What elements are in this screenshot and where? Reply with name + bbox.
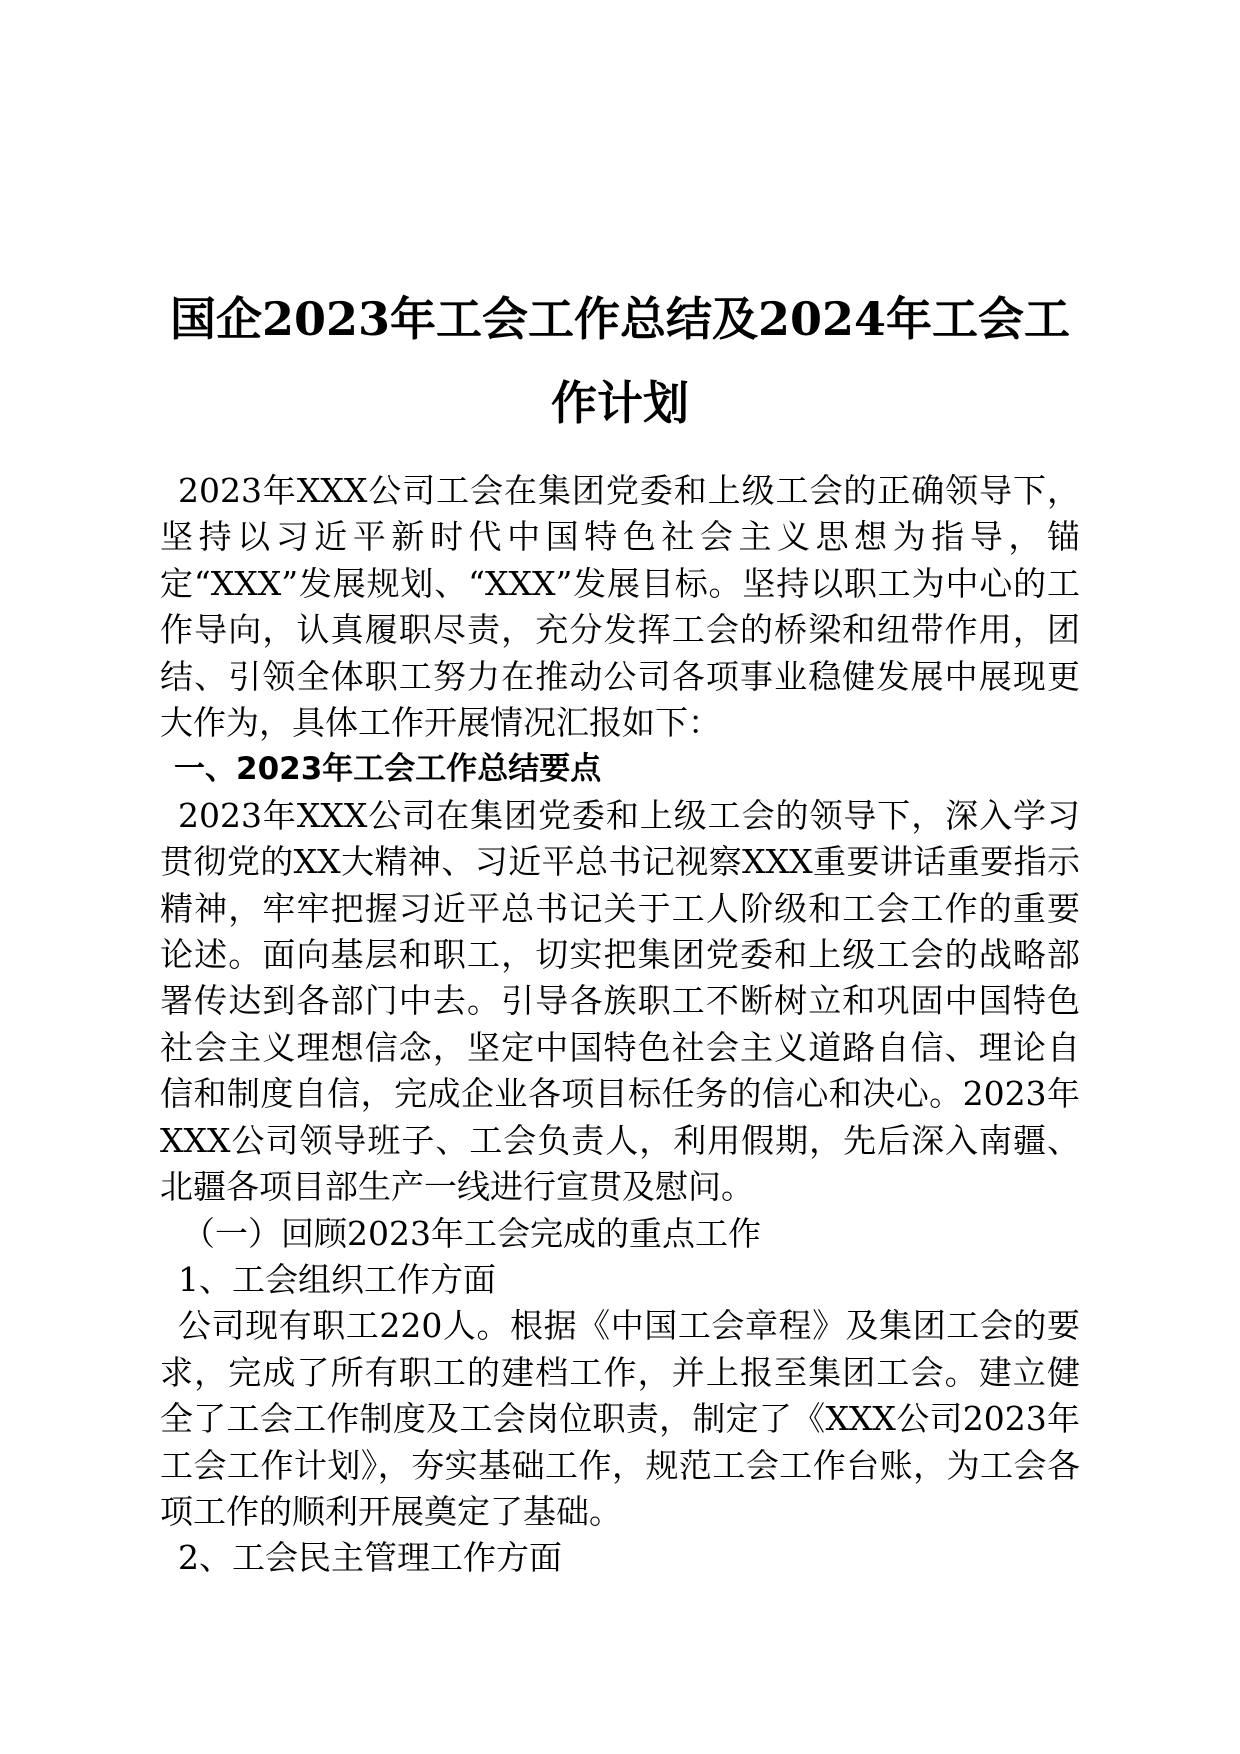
- intro-paragraph: 2023年XXX公司工会在集团党委和上级工会的正确领导下，坚持以习近平新时代中国特色社会主义思想为指导，锚定“XXX”发展规划、“XXX”发展目标。坚持以职工为中心的工作导向，认真履职尽责，充分发挥工会的桥梁和纽带作用，团结、引领全体职工努力在推动公司各项事业稳健发展中展现更大作为，具体工作开展情况汇报如下：: [160, 471, 1080, 743]
- subsection-heading: （一）回顾2023年工会完成的重点工作: [182, 1213, 761, 1253]
- section-paragraph: 2023年XXX公司在集团党委和上级工会的领导下，深入学习贯彻党的XX大精神、习近平总书记视察XXX重要讲话重要指示精神，牢牢把握习近平总书记关于工人阶级和工会工作的重要论述。面向基层和职工，切实把集团党委和上级工会的战略部署传达到各部门中去。引导各族职工不断树立和巩固中国特色社会主义理想信念，坚定中国特色社会主义道路自信、理论自信和制度自信，完成企业各项目标任务的信心和决心。2023年XXX公司领导班子、工会负责人，利用假期，先后深入南疆、北疆各项目部生产一线进行宣贯及慰问。: [160, 795, 1080, 1207]
- item-heading: 1、工会组织工作方面: [178, 1259, 496, 1299]
- document-title: 国企2023年工会工作总结及2024年工会工作计划: [169, 291, 1071, 430]
- item-paragraph: 公司现有职工220人。根据《中国工会章程》及集团工会的要求，完成了所有职工的建档工作，并上报至集团工会。建立健全了工会工作制度及工会岗位职责，制定了《XXX公司2023年工会工作计划》，夯实基础工作，规范工会工作台账，为工会各项工作的顺利开展奠定了基础。: [160, 1306, 1080, 1531]
- section-heading: 一、2023年工会工作总结要点: [174, 751, 602, 788]
- item-heading: 2、工会民主管理工作方面: [178, 1538, 562, 1578]
- document-body: [160, 468, 1080, 1582]
